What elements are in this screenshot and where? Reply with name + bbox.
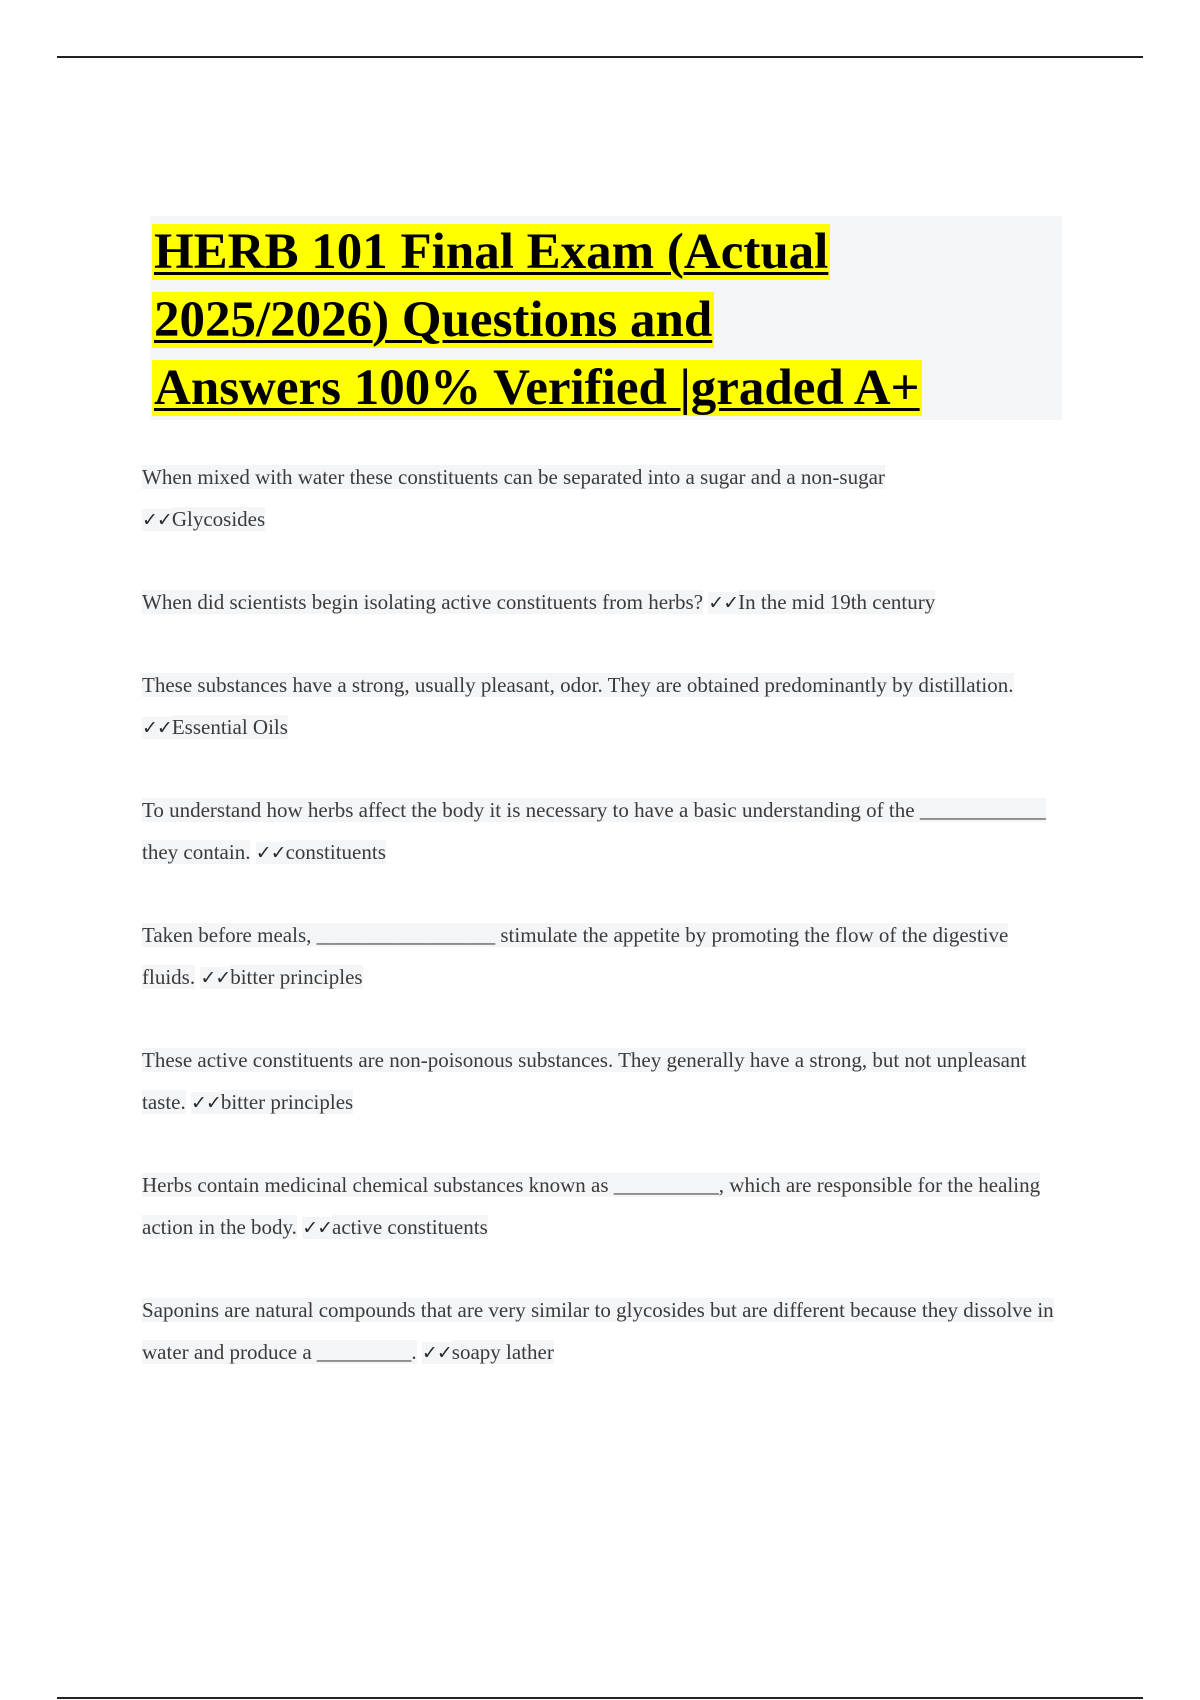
- title-line-3: Answers 100% Verified |graded A+: [154, 360, 920, 416]
- question-text: These active constituents are non-poisonous substances. They generally have a strong, but not unpleasant taste.: [142, 1048, 1027, 1114]
- question-text: To understand how herbs affect the body it is necessary to have a basic understanding of the ____________ they contain.: [142, 798, 1046, 864]
- answer-text: constituents: [285, 840, 386, 864]
- title-line-1: HERB 101 Final Exam (Actual: [154, 224, 829, 280]
- answer-text: bitter principles: [220, 1090, 354, 1114]
- qa-item: [142, 1289, 1062, 1374]
- answer-text: Essential Oils: [171, 715, 288, 739]
- answer-text: active constituents: [332, 1215, 488, 1239]
- title-line-2: 2025/2026) Questions and: [154, 292, 713, 348]
- answer-text: Glycosides: [171, 507, 266, 531]
- question-text: Saponins are natural compounds that are very similar to glycosides but are different because they dissolve in water and produce a _________.: [142, 1298, 1054, 1364]
- double-check-icon: ✓✓: [255, 842, 286, 864]
- double-check-icon: ✓✓: [142, 509, 172, 531]
- top-divider: [57, 56, 1143, 58]
- question-text: When mixed with water these constituents can be separated into a sugar and a non-sugar: [142, 465, 885, 489]
- double-check-icon: ✓✓: [302, 1217, 333, 1239]
- bottom-divider: [57, 1697, 1143, 1699]
- double-check-icon: ✓✓: [190, 1092, 221, 1114]
- document-title: [152, 218, 1052, 422]
- question-text: These substances have a strong, usually pleasant, odor. They are obtained predominantly by distillation.: [142, 673, 1014, 697]
- double-check-icon: ✓✓: [708, 592, 739, 614]
- qa-item: [142, 1039, 1062, 1124]
- question-answer-list: [142, 456, 1062, 1414]
- question-text: Herbs contain medicinal chemical substances known as __________, which are responsible for the healing action in the body.: [142, 1173, 1041, 1239]
- double-check-icon: ✓✓: [142, 717, 172, 739]
- double-check-icon: ✓✓: [421, 1342, 452, 1364]
- qa-item: [142, 1164, 1062, 1249]
- qa-item: [142, 581, 1062, 624]
- qa-item: [142, 664, 1062, 749]
- question-text: Taken before meals, _________________ stimulate the appetite by promoting the flow of the digestive fluids.: [142, 923, 1009, 989]
- question-text: When did scientists begin isolating active constituents from herbs?: [142, 590, 704, 614]
- qa-item: [142, 789, 1062, 874]
- answer-text: In the mid 19th century: [738, 590, 936, 614]
- answer-text: soapy lather: [451, 1340, 554, 1364]
- double-check-icon: ✓✓: [200, 967, 231, 989]
- answer-text: bitter principles: [230, 965, 363, 989]
- qa-item: [142, 456, 1062, 541]
- qa-item: [142, 914, 1062, 999]
